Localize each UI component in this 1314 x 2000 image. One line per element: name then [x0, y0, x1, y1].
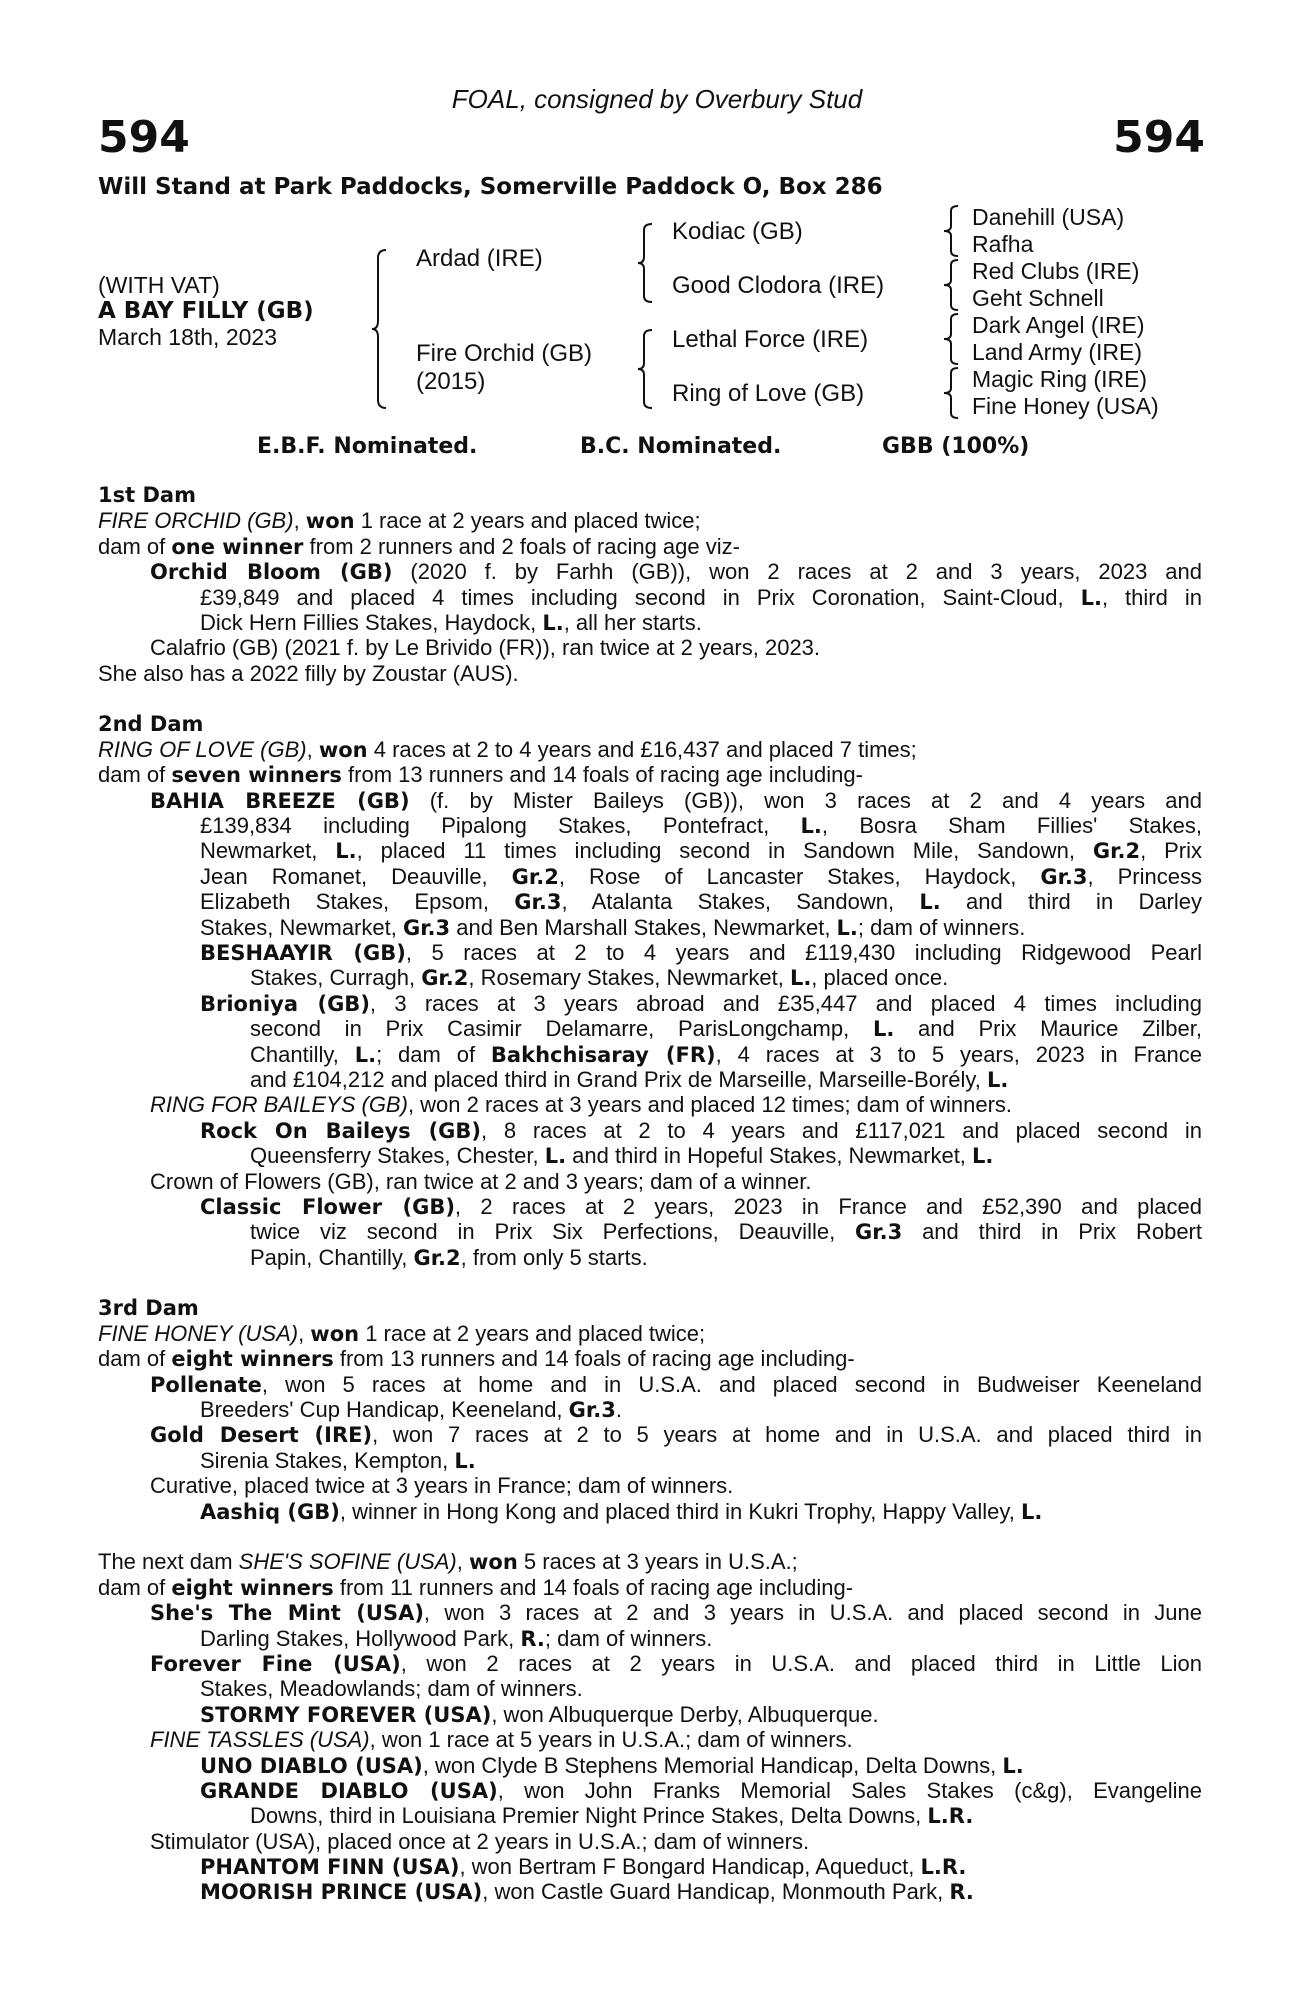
pedigree-brace-1	[372, 248, 388, 410]
third-dam-line: Curative, placed twice at 3 years in France; dam of winners.	[150, 1473, 734, 1499]
sire-sire: Kodiac (GB)	[672, 218, 803, 245]
pedigree-brace-2b	[638, 328, 654, 410]
next-dam-line: PHANTOM FINN (USA), won Bertram F Bongard Handicap, Aqueduct, L.R.	[200, 1854, 967, 1880]
next-dam-line: She's The Mint (USA), won 3 races at 2 and 3 years in U.S.A. and placed second in June	[150, 1600, 1202, 1626]
third-dam-line: Aashiq (GB), winner in Hong Kong and placed third in Kukri Trophy, Happy Valley, L.	[200, 1498, 1043, 1524]
third-dam-line: Sirenia Stakes, Kempton, L.	[200, 1447, 476, 1473]
sire: Ardad (IRE)	[416, 245, 543, 272]
foaling-date: March 18th, 2023	[98, 324, 278, 350]
pedigree-brace-3d	[944, 366, 960, 420]
second-dam-line: Newmarket, L., placed 11 times including second in Sandown Mile, Sandown, Gr.2, Prix	[200, 838, 1202, 864]
next-dam-line: Stakes, Meadowlands; dam of winners.	[200, 1676, 583, 1702]
first-dam-line: £39,849 and placed 4 times including second in Prix Coronation, Saint-Cloud, L., third in	[200, 584, 1202, 610]
next-dam-line: STORMY FOREVER (USA), won Albuquerque Derby, Albuquerque.	[200, 1701, 879, 1727]
third-dam-line: Gold Desert (IRE), won 7 races at 2 to 5 years at home and in U.S.A. and placed third in	[150, 1422, 1202, 1448]
next-dam-line: The next dam SHE'S SOFINE (USA), won 5 races at 3 years in U.S.A.;	[98, 1549, 798, 1575]
first-dam-heading: 1st Dam	[98, 483, 196, 507]
second-dam-line: Elizabeth Stakes, Epsom, Gr.3, Atalanta Stakes, Sandown, L. and third in Darley	[200, 889, 1203, 915]
g3-7: Magic Ring (IRE)	[972, 366, 1148, 392]
third-dam-heading: 3rd Dam	[98, 1295, 199, 1320]
next-dam-line: Forever Fine (USA), won 2 races at 2 years in U.S.A. and placed third in Little Lion	[150, 1650, 1202, 1676]
lot-number-left: 594	[98, 112, 190, 163]
second-dam-line: second in Prix Casimir Delamarre, ParisLongchamp, L. and Prix Maurice Zilber,	[250, 1016, 1202, 1042]
g3-2: Rafha	[972, 231, 1034, 257]
second-dam-line: Queensferry Stakes, Chester, L. and third in Hopeful Stakes, Newmarket, L.	[250, 1143, 994, 1169]
second-dam-line: Papin, Chantilly, Gr.2, from only 5 starts.	[250, 1244, 648, 1270]
second-dam-line: Stakes, Curragh, Gr.2, Rosemary Stakes, Newmarket, L., placed once.	[250, 965, 949, 991]
gbb-status: GBB (100%)	[882, 434, 1030, 459]
next-dam-line: MOORISH PRINCE (USA), won Castle Guard Handicap, Monmouth Park, R.	[200, 1879, 974, 1905]
vat-label: (WITH VAT)	[98, 272, 220, 298]
second-dam-line: BAHIA BREEZE (GB) (f. by Mister Baileys (GB)), won 3 races at 2 and 4 years and	[150, 787, 1202, 813]
dam: Fire Orchid (GB)	[416, 340, 593, 367]
next-dam-line: GRANDE DIABLO (USA), won John Franks Memorial Sales Stakes (c&g), Evangeline	[200, 1777, 1202, 1803]
second-dam-line: Classic Flower (GB), 2 races at 2 years, 2023 in France and £52,390 and placed	[200, 1193, 1202, 1219]
second-dam-line: Brioniya (GB), 3 races at 3 years abroad and £35,447 and placed 4 times including	[200, 990, 1203, 1016]
next-dam-line: FINE TASSLES (USA), won 1 race at 5 years in U.S.A.; dam of winners.	[150, 1727, 853, 1753]
sire-dam: Good Clodora (IRE)	[672, 272, 885, 299]
g3-5: Dark Angel (IRE)	[972, 312, 1145, 338]
g3-8: Fine Honey (USA)	[972, 393, 1159, 419]
bc-nomination: B.C. Nominated.	[580, 434, 782, 459]
dam-sire: Lethal Force (IRE)	[672, 326, 869, 353]
next-dam-line: dam of eight winners from 11 runners and 14 foals of racing age including-	[98, 1574, 854, 1600]
second-dam-line: Chantilly, L.; dam of Bakhchisaray (FR), 4 races at 3 to 5 years, 2023 in France	[250, 1041, 1202, 1067]
g3-1: Danehill (USA)	[972, 204, 1125, 230]
first-dam-line: Dick Hern Fillies Stakes, Haydock, L., all her starts.	[200, 609, 702, 635]
lot-number-right: 594	[1113, 112, 1205, 163]
ebf-nomination: E.B.F. Nominated.	[257, 434, 478, 459]
second-dam-line: dam of seven winners from 13 runners and 14 foals of racing age including-	[98, 762, 863, 788]
pedigree-brace-3c	[944, 312, 960, 366]
next-dam-line: Darling Stakes, Hollywood Park, R.; dam of winners.	[200, 1625, 713, 1651]
second-dam-line: Jean Romanet, Deauville, Gr.2, Rose of Lancaster Stakes, Haydock, Gr.3, Princess	[200, 863, 1202, 889]
stand-info: Will Stand at Park Paddocks, Somerville Paddock O, Box 286	[98, 174, 883, 200]
first-dam-line: dam of one winner from 2 runners and 2 foals of racing age viz-	[98, 533, 740, 559]
first-dam-line: Orchid Bloom (GB) (2020 f. by Farhh (GB)), won 2 races at 2 and 3 years, 2023 and	[150, 559, 1202, 585]
consignment-line: FOAL, consigned by Overbury Stud	[451, 84, 863, 114]
pedigree-brace-2a	[638, 222, 654, 304]
next-dam-line: Stimulator (USA), placed once at 2 years in U.S.A.; dam of winners.	[150, 1828, 810, 1854]
pedigree-brace-3b	[944, 258, 960, 312]
next-dam-line: Downs, third in Louisiana Premier Night Prince Stakes, Delta Downs, L.R.	[250, 1803, 974, 1829]
second-dam-line: Rock On Baileys (GB), 8 races at 2 to 4 years and £117,021 and placed second in	[200, 1117, 1202, 1143]
first-dam-line: FIRE ORCHID (GB), won 1 race at 2 years and placed twice;	[98, 508, 701, 534]
dam-year: (2015)	[416, 368, 486, 395]
g3-4: Geht Schnell	[972, 285, 1104, 311]
second-dam-heading: 2nd Dam	[98, 711, 204, 736]
second-dam-line: Crown of Flowers (GB), ran twice at 2 and 3 years; dam of a winner.	[150, 1168, 812, 1194]
second-dam-line: £139,834 including Pipalong Stakes, Pontefract, L., Bosra Sham Fillies' Stakes,	[200, 813, 1203, 839]
third-dam-line: Breeders' Cup Handicap, Keeneland, Gr.3.	[200, 1397, 622, 1423]
second-dam-line: BESHAAYIR (GB), 5 races at 2 to 4 years and £119,430 including Ridgewood Pearl	[200, 940, 1202, 966]
g3-6: Land Army (IRE)	[972, 339, 1142, 365]
third-dam-line: FINE HONEY (USA), won 1 race at 2 years and placed twice;	[98, 1320, 706, 1346]
second-dam-line: RING OF LOVE (GB), won 4 races at 2 to 4 years and £16,437 and placed 7 times;	[98, 736, 917, 762]
second-dam-line: RING FOR BAILEYS (GB), won 2 races at 3 years and placed 12 times; dam of winners.	[150, 1092, 1013, 1118]
first-dam-line: She also has a 2022 filly by Zoustar (AUS).	[98, 660, 519, 686]
first-dam-line: Calafrio (GB) (2021 f. by Le Brivido (FR)), ran twice at 2 years, 2023.	[150, 635, 821, 661]
third-dam-line: Pollenate, won 5 races at home and in U.S.A. and placed second in Budweiser Keeneland	[150, 1371, 1202, 1397]
second-dam-line: twice viz second in Prix Six Perfections, Deauville, Gr.3 and third in Prix Robert	[250, 1219, 1202, 1245]
second-dam-line: Stakes, Newmarket, Gr.3 and Ben Marshall Stakes, Newmarket, L.; dam of winners.	[200, 914, 1026, 940]
catalogue-notes	[98, 483, 1202, 1905]
horse-name: A BAY FILLY (GB)	[98, 298, 314, 324]
g3-3: Red Clubs (IRE)	[972, 258, 1140, 284]
third-dam-line: dam of eight winners from 13 runners and 14 foals of racing age including-	[98, 1346, 855, 1372]
next-dam-line: UNO DIABLO (USA), won Clyde B Stephens Memorial Handicap, Delta Downs, L.	[200, 1752, 1024, 1778]
pedigree-brace-3a	[944, 204, 960, 258]
second-dam-line: and £104,212 and placed third in Grand Prix de Marseille, Marseille-Borély, L.	[250, 1066, 1009, 1092]
dam-dam: Ring of Love (GB)	[672, 380, 865, 407]
